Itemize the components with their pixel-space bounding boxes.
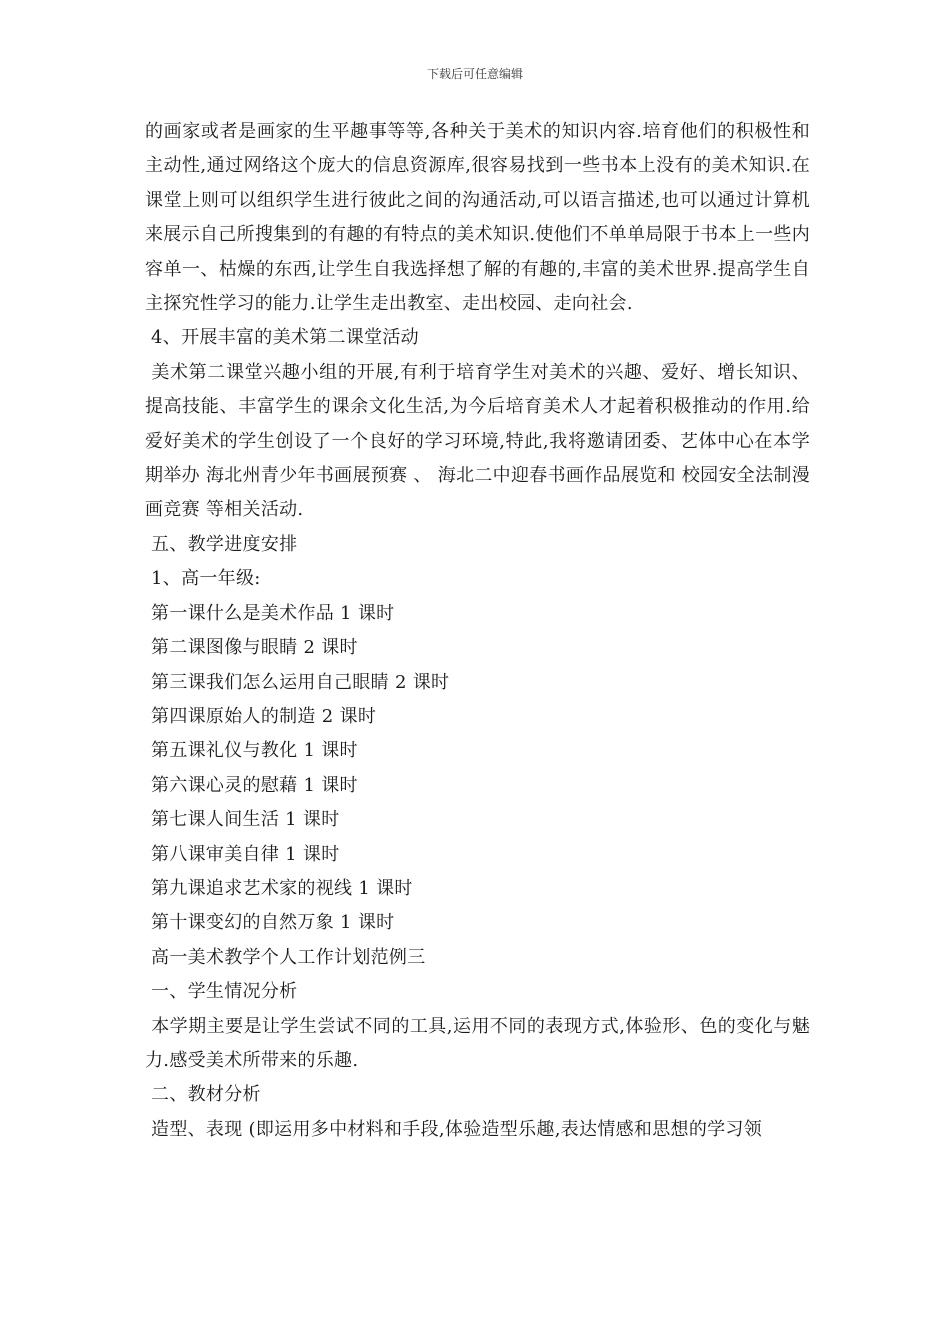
paragraph-textbook-analysis: 造型、表现 (即运用多中材料和手段,体验造型乐趣,表达情感和思想的学习领 [145,1118,763,1140]
lesson-item: 第一课什么是美术作品 1 课时 [145,602,395,624]
lesson-item: 第八课审美自律 1 课时 [145,843,340,865]
paragraph-second-classroom: 美术第二课堂兴趣小组的开展,有利于培育学生对美术的兴趣、爱好、增长知识、提高技能、丰富学生的课余文化生活,为今后培育美术人才起着积极推动的作用.给爱好美术的学生创设了一个良好的学习环境,特此,我将邀请团委、艺体中心在本学期举办 海北州青少年书画展预赛 、 海北二中迎春书画作品展览和 校园安全法制漫画竞赛 等相关活动. [145,361,810,521]
lesson-item: 第十课变幻的自然万象 1 课时 [145,912,395,934]
heading-student-analysis: 一、学生情况分析 [145,981,298,1003]
document-body [145,115,810,1147]
heading-textbook-analysis: 二、教材分析 [145,1084,261,1106]
lesson-item: 第七课人间生活 1 课时 [145,809,340,831]
lesson-item: 第九课追求艺术家的视线 1 课时 [145,877,413,899]
paragraph-student-analysis: 本学期主要是让学生尝试不同的工具,运用不同的表现方式,体验形、色的变化与魅力.感受美术所带来的乐趣. [145,1015,810,1071]
lesson-item: 第二课图像与眼睛 2 课时 [145,637,358,659]
heading-second-classroom: 4、开展丰富的美术第二课堂活动 [145,327,419,349]
lesson-item: 第六课心灵的慰藉 1 课时 [145,774,358,796]
section-title-example-three: 高一美术教学个人工作计划范例三 [145,946,426,968]
page-header: 下载后可任意编辑 [426,67,523,81]
lesson-item: 第四课原始人的制造 2 课时 [145,705,377,727]
heading-schedule: 五、教学进度安排 [145,533,298,555]
paragraph-intro: 的画家或者是画家的生平趣事等等,各种关于美术的知识内容.培育他们的积极性和主动性,通过网络这个庞大的信息资源库,很容易找到一些书本上没有的美术知识.在课堂上则可以组织学生进行彼此之间的沟通活动,可以语言描述,也可以通过计算机来展示自己所搜集到的有趣的有特点的美术知识.使他们不单单局限于书本上一些内容单一、枯燥的东西,让学生自我选择想了解的有趣的,丰富的美术世界.提高学生自主探究性学习的能力.让学生走出教室、走出校园、走向社会. [145,121,810,315]
lesson-item: 第三课我们怎么运用自己眼睛 2 课时 [145,671,450,693]
heading-grade-one: 1、高一年级: [145,568,261,590]
lesson-item: 第五课礼仪与教化 1 课时 [145,740,358,762]
